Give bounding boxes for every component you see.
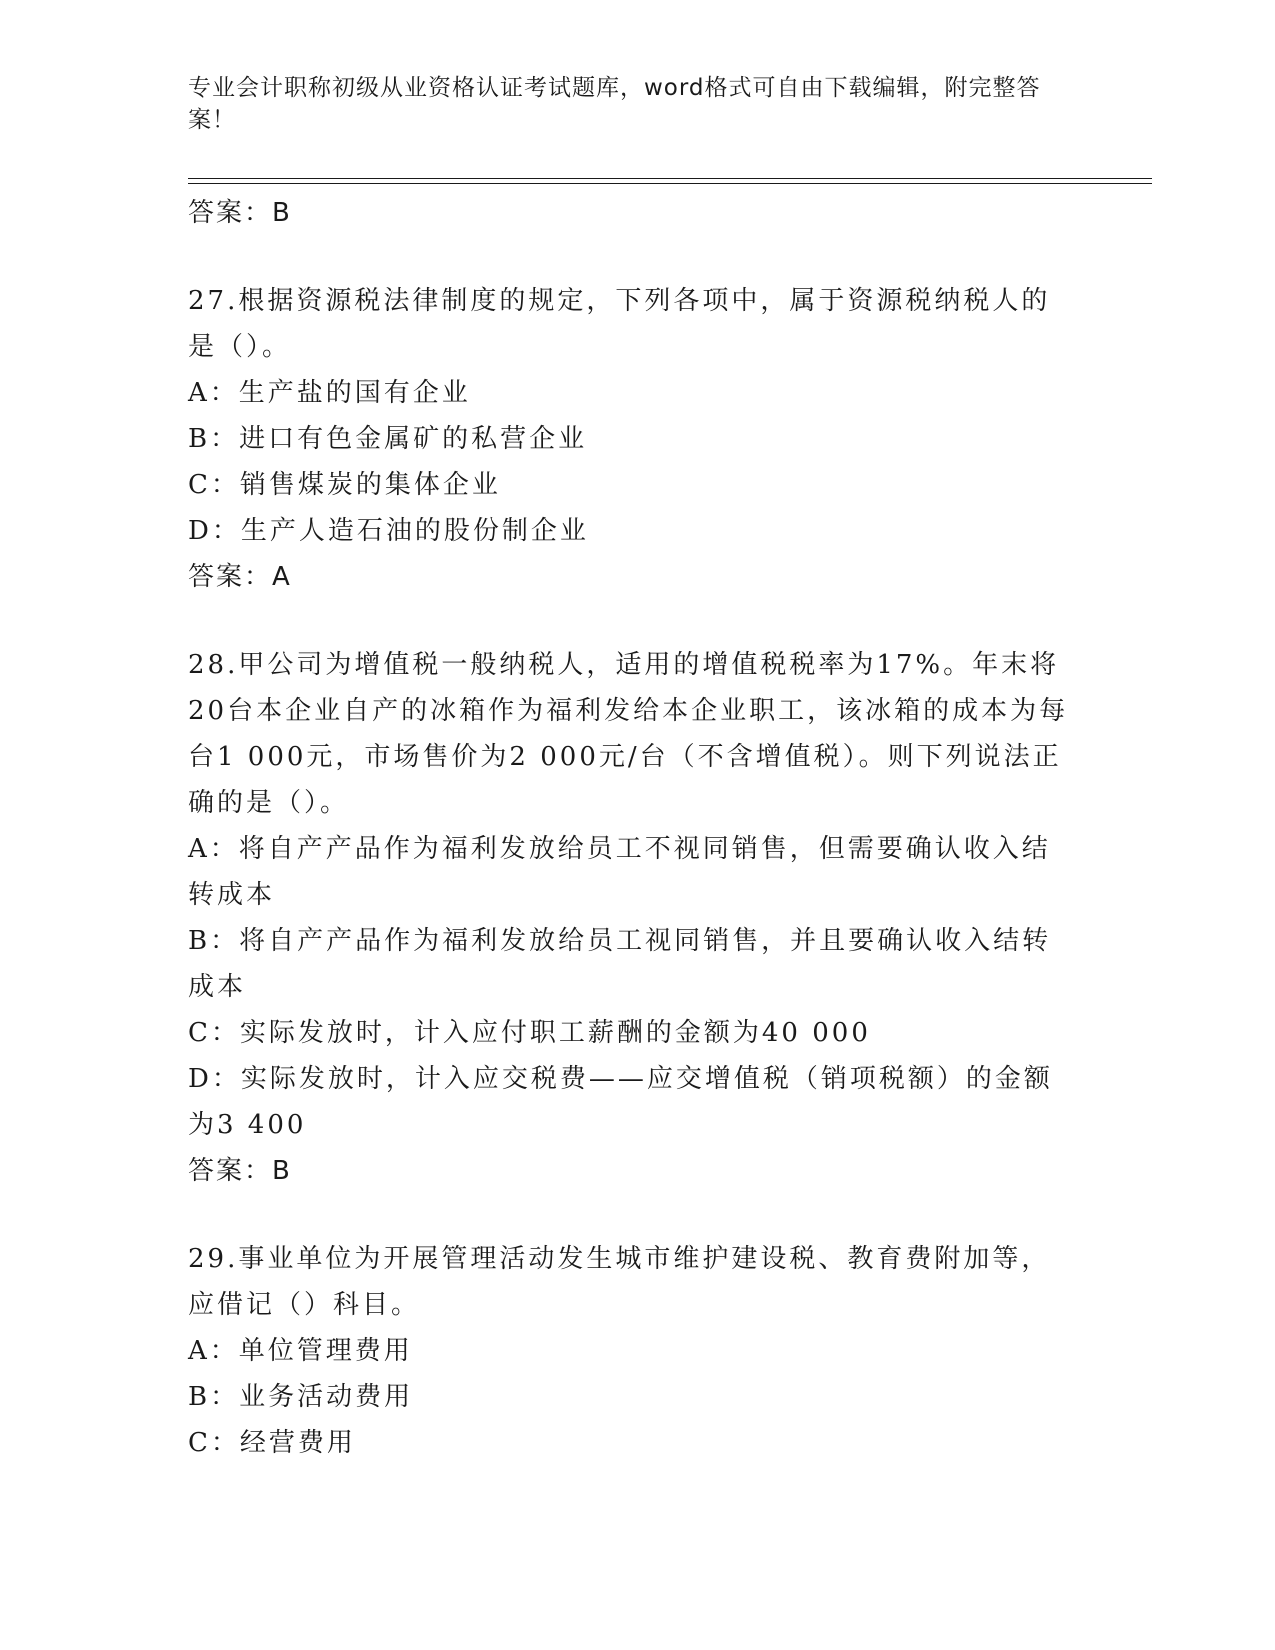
answer-28: 答案：B [188, 1156, 292, 1186]
question-28-option-b: B：将自产产品作为福利发放给员工视同销售，并且要确认收入结转成本 [188, 926, 1052, 1002]
header-rule-thin [188, 178, 1152, 179]
question-27-text: 27.根据资源税法律制度的规定，下列各项中，属于资源税纳税人的是（）。 [188, 286, 1051, 362]
question-29-option-b: B：业务活动费用 [188, 1382, 414, 1412]
question-28-option-a: A：将自产产品作为福利发放给员工不视同销售，但需要确认收入结转成本 [188, 834, 1051, 910]
question-28-option-d: D：实际发放时，计入应交税费——应交增值税（销项税额）的金额为3 400 [188, 1064, 1053, 1140]
question-28-text: 28.甲公司为增值税一般纳税人，适用的增值税税率为17%。年末将20台本企业自产的冰箱作为福利发给本企业职工，该冰箱的成本为每台1 000元，市场售价为2 000元/台（不含增值税）。则下列说法正确的是（）。 [188, 650, 1069, 818]
header-rule-thick [188, 183, 1152, 184]
question-29 [188, 1236, 1078, 1466]
question-27-option-b: B：进口有色金属矿的私营企业 [188, 424, 588, 454]
answer-27: 答案：A [188, 562, 292, 592]
answer-26: 答案：B [188, 198, 292, 228]
question-29-option-a: A：单位管理费用 [188, 1336, 413, 1366]
question-27-option-d: D：生产人造石油的股份制企业 [188, 516, 589, 546]
question-27-option-a: A：生产盐的国有企业 [188, 378, 471, 408]
question-29-text: 29.事业单位为开展管理活动发生城市维护建设税、教育费附加等，应借记（）科目。 [188, 1244, 1051, 1320]
page-header: 专业会计职称初级从业资格认证考试题库，word格式可自由下载编辑，附完整答案！ [188, 75, 1041, 133]
question-29-option-c: C：经营费用 [188, 1428, 356, 1458]
question-28 [188, 642, 1078, 1194]
question-27-option-c: C：销售煤炭的集体企业 [188, 470, 501, 500]
question-content [188, 190, 1078, 1466]
question-28-option-c: C：实际发放时，计入应付职工薪酬的金额为40 000 [188, 1018, 871, 1048]
question-27 [188, 278, 1078, 600]
